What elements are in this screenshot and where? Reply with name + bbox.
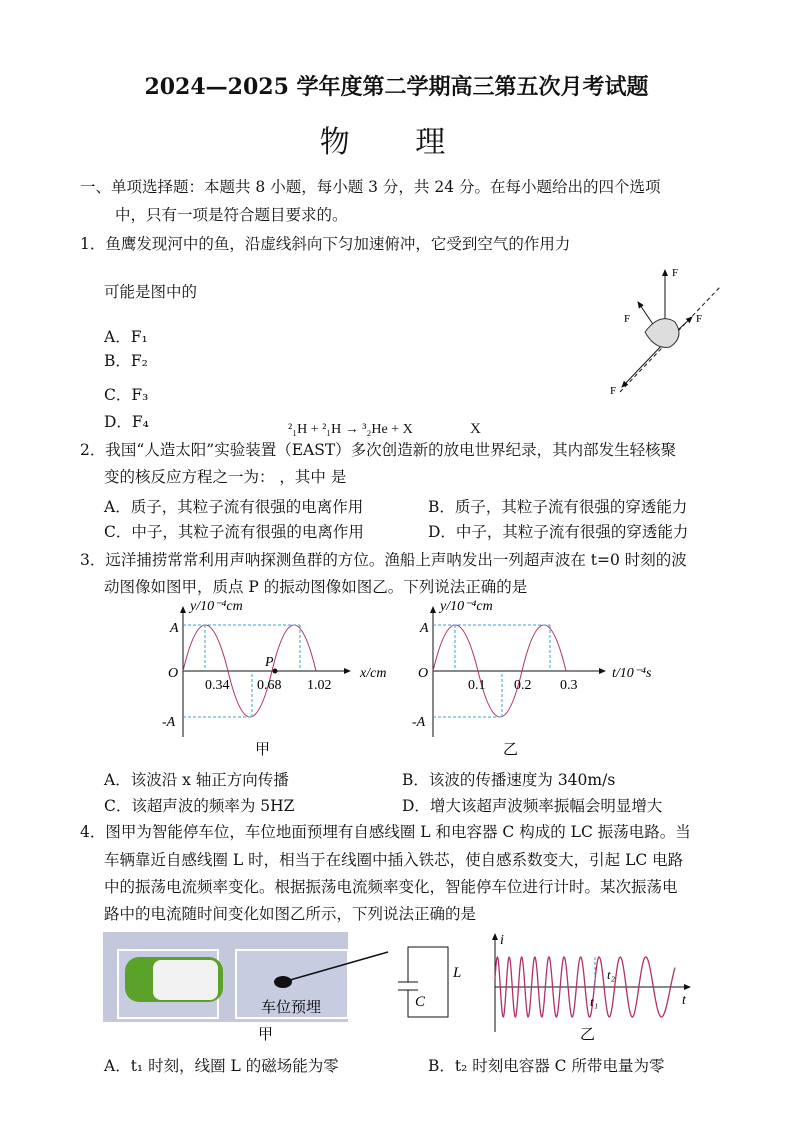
q4-stem-cont3: 路中的电流随时间变化如图乙所示，下列说法正确的是	[104, 905, 477, 923]
amplitude-label: A	[170, 621, 179, 636]
q2-option-b: B．质子，其粒子流有很强的穿透能力	[428, 498, 688, 516]
q3-option-c: C．该超声波的频率为 5HZ	[104, 797, 295, 815]
y-axis-label: i	[500, 933, 504, 948]
tick-label: 0.2	[514, 678, 532, 693]
t1-label: t₁	[590, 994, 599, 1009]
figure-caption: 乙	[580, 1027, 596, 1043]
amplitude-label: A	[420, 621, 429, 636]
q4-stem-cont2: 中的振荡电流频率变化。根据振荡电流频率变化，智能停车位进行计时。某次振荡电	[104, 878, 678, 896]
y-axis-label: y/10⁻⁴cm	[440, 599, 493, 614]
tick-label: 0.34	[205, 678, 230, 693]
q2-stem-cont: 变的核反应方程之一为： ，其中 是	[104, 468, 347, 486]
subject-title: 物 理	[319, 125, 474, 160]
q3-option-d: D．增大该超声波频率振幅会明显增大	[402, 797, 663, 815]
x-axis-label: t/10⁻⁴s	[612, 666, 652, 681]
q1-stem: 1．鱼鹰发现河中的鱼，沿虚线斜向下匀加速俯冲，它受到空气的作用力	[80, 235, 571, 253]
q4-stem: 4．图甲为智能停车位，车位地面预埋有自感线圈 L 和电容器 C 构成的 LC 振荡电路。当	[80, 823, 691, 841]
q1-option-c: C．F₃	[104, 386, 149, 404]
neg-amplitude-label: -A	[412, 715, 426, 730]
q4-current-graph	[490, 932, 700, 1044]
q2-x-label: X	[470, 421, 481, 437]
capacitor-label: C	[415, 994, 426, 1010]
force-label: F	[624, 313, 631, 325]
q1-force-figure	[600, 262, 730, 402]
force-label: F	[610, 385, 617, 397]
q3-stem-cont: 动图像如图甲，质点 P 的振动图像如图乙。下列说法正确的是	[104, 578, 528, 596]
q3-option-a: A．该波沿 x 轴正方向传播	[104, 771, 289, 789]
q4-option-a: A．t₁ 时刻，线圈 L 的磁场能为零	[104, 1057, 339, 1075]
x-axis-label: t	[682, 993, 686, 1008]
neg-amplitude-label: -A	[162, 715, 176, 730]
q2-option-d: D．中子，其粒子流有很强的穿透能力	[428, 523, 689, 541]
q2-formula: ²₁H + ²₁H → ³₂He + X	[288, 422, 413, 437]
figure-caption: 甲	[255, 742, 271, 758]
q1-stem-cont: 可能是图中的	[104, 283, 198, 301]
q4-option-b: B．t₂ 时刻电容器 C 所带电量为零	[428, 1057, 665, 1075]
q3-vibration-graph	[400, 599, 660, 762]
point-p-label: P	[265, 655, 274, 670]
slot-label: 车位预埋	[261, 1000, 322, 1016]
q2-option-c: C．中子，其粒子流有很强的电离作用	[104, 523, 364, 541]
tick-label: 0.68	[257, 678, 282, 693]
tick-label: 0.3	[560, 678, 578, 693]
origin-label: O	[418, 666, 429, 681]
force-label: F	[696, 313, 703, 325]
q3-option-b: B．该波的传播速度为 340m/s	[402, 771, 616, 789]
q3-stem: 3．远洋捕捞常常利用声呐探测鱼群的方位。渔船上声呐发出一列超声波在 t=0 时刻的波	[80, 551, 687, 569]
q1-option-d: D．F₄	[104, 413, 149, 431]
y-axis-label: y/10⁻⁴cm	[190, 599, 243, 614]
force-label: F	[672, 267, 679, 279]
q2-stem: 2．我国“人造太阳”实验装置（EAST）多次创造新的放电世界纪录，其内部发生轻核聚	[80, 441, 677, 459]
section-heading-cont: 中，只有一项是符合题目要求的。	[115, 206, 348, 224]
q1-option-b: B．F₂	[104, 352, 148, 370]
tick-label: 0.1	[468, 678, 486, 693]
q4-stem-cont: 车辆靠近自感线圈 L 时，相当于在线圈中插入铁芯，使自感系数变大，引起 LC 电路	[104, 851, 684, 869]
exam-title: 2024—2025 学年度第二学期高三第五次月考试题	[144, 74, 649, 100]
origin-label: O	[168, 666, 179, 681]
x-axis-label: x/cm	[360, 666, 387, 681]
t2-label: t₂	[607, 967, 616, 982]
inductor-label: L	[453, 965, 462, 981]
figure-caption: 甲	[258, 1027, 274, 1043]
section-heading: 一、单项选择题：本题共 8 小题，每小题 3 分，共 24 分。在每小题给出的四个选项	[80, 178, 661, 196]
figure-caption: 乙	[503, 742, 519, 758]
q2-option-a: A．质子，其粒子流有很强的电离作用	[104, 498, 364, 516]
q3-wave-graph	[150, 599, 410, 762]
q4-parking-figure	[103, 932, 462, 1044]
osprey-drawing	[645, 319, 679, 348]
q1-option-a: A．F₁	[104, 328, 148, 346]
tick-label: 1.02	[307, 678, 332, 693]
